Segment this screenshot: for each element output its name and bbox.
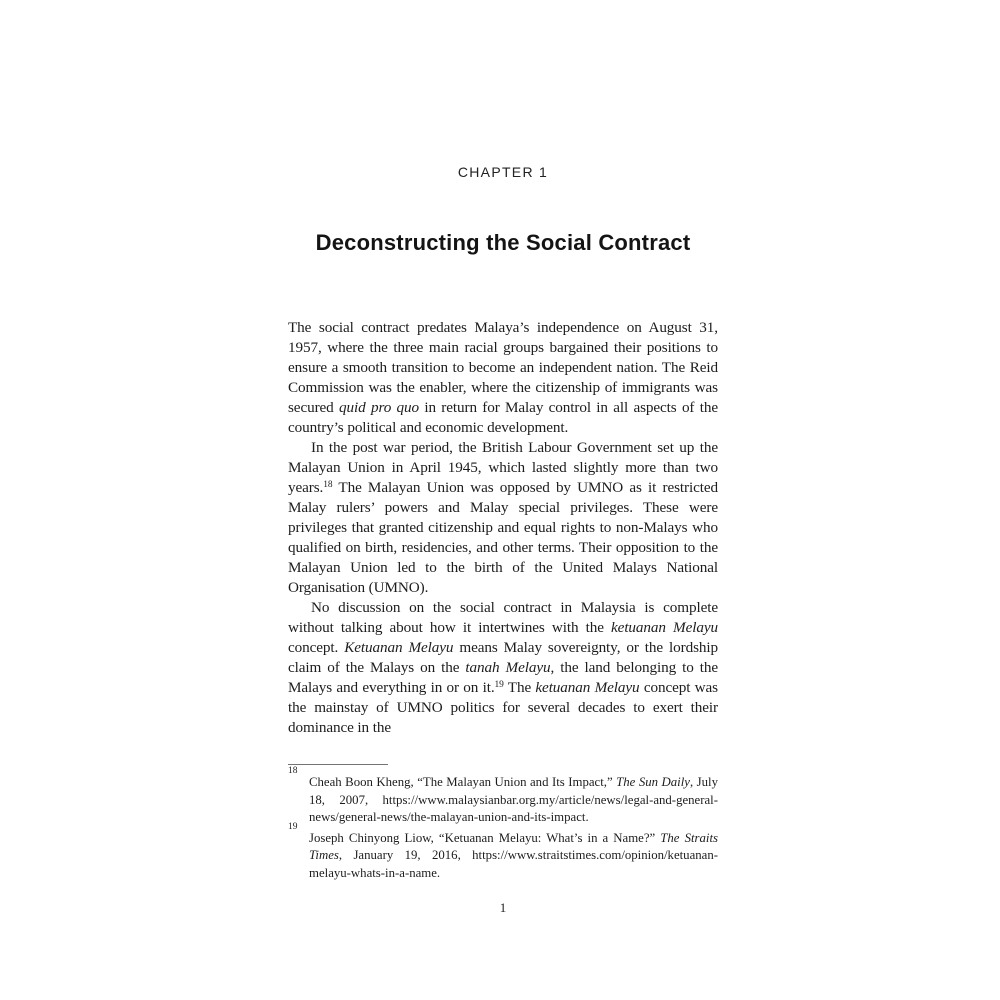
text-run: The Malayan Union was opposed by UMNO as it restricted Malay rulers’ powers and Malay special privileges. These were privileges that granted citizenship and equal rights to non-Malays who qualified on birth, residencies, and other terms. Their opposition to the Malayan Union led to the birth of the United Malays National Organisation (UMNO). <box>288 479 718 596</box>
text-run: The <box>503 679 536 696</box>
footnotes <box>288 766 718 882</box>
text-run: concept. <box>288 639 345 656</box>
chapter-title: Deconstructing the Social Contract <box>315 230 691 255</box>
footnote-text <box>309 775 718 824</box>
italic-text-run: The Sun Daily <box>616 775 690 789</box>
text-run: , January 19, 2016, https://www.straitstimes.com/opinion/ketuanan-melayu-whats-in-a-name. <box>309 848 718 880</box>
italic-text-run: quid pro quo <box>339 399 419 416</box>
body-paragraph-1 <box>288 318 718 438</box>
text-run: means Malay sovereignty, or the lordship claim of the Malays on the <box>288 639 719 676</box>
text-run: in return for Malay control in all aspects of the country’s political and economic development. <box>288 399 718 436</box>
italic-text-run: tanah Melayu <box>465 659 551 676</box>
footnote-ref: 19 <box>494 679 504 690</box>
text-run: , July 18, 2007, https://www.malaysianbar.org.my/article/news/legal-and-general-news/general-news/the-malayan-union-and-its-impact. <box>309 775 718 824</box>
footnote-separator <box>288 764 388 765</box>
page-number: 1 <box>499 900 507 915</box>
text-run: Cheah Boon Kheng, “The Malayan Union and Its Impact,” <box>309 775 617 789</box>
body-text <box>288 318 718 738</box>
footnote-ref: 18 <box>323 479 333 490</box>
footnote-text <box>309 831 718 880</box>
text-run: The social contract predates Malaya’s independence on August 31, 1957, where the three main racial groups bargained their positions to ensure a smooth transition to become an independent nation. The Reid Commission was the enabler, where the citizenship of immigrants was secured <box>288 319 718 416</box>
text-run: No discussion on the social contract in Malaysia is complete without talking about how it intertwines with the <box>288 599 718 636</box>
italic-text-run: ketuanan Melayu <box>611 619 718 636</box>
text-run: concept was the mainstay of UMNO politics for several decades to exert their dominance in the <box>288 679 718 736</box>
text-run: In the post war period, the British Labour Government set up the Malayan Union in April 1945, which lasted slightly more than two years. <box>288 439 718 496</box>
chapter-label: CHAPTER 1 <box>457 164 549 180</box>
body-paragraph-3 <box>288 598 718 738</box>
footnote-18: 18 Cheah Boon Kheng, “The Malayan Union and Its Impact,” The Sun Daily, July 18, 2007, https://www.malaysianbar.org.my/article/news/legal-and-general-news/general-news/the-malayan-union-and-its-impact. <box>288 766 718 824</box>
text-run: , the land belonging to the Malays and everything in or on it. <box>288 659 718 696</box>
italic-text-run: The Straits Times <box>309 830 718 862</box>
italic-text-run: Ketuanan Melayu <box>344 639 454 656</box>
text-run: Joseph Chinyong Liow, “Ketuanan Melayu: What’s in a Name?” <box>309 830 661 845</box>
body-paragraph-2 <box>288 438 718 598</box>
book-page <box>288 0 718 916</box>
footnote-19: 19 Joseph Chinyong Liow, “Ketuanan Melayu: What’s in a Name?” The Straits Times, January 19, 2016, https://www.straitstimes.com/opinion/ketuanan-melayu-whats-in-a-name. <box>288 821 718 880</box>
italic-text-run: ketuanan Melayu <box>535 679 640 696</box>
